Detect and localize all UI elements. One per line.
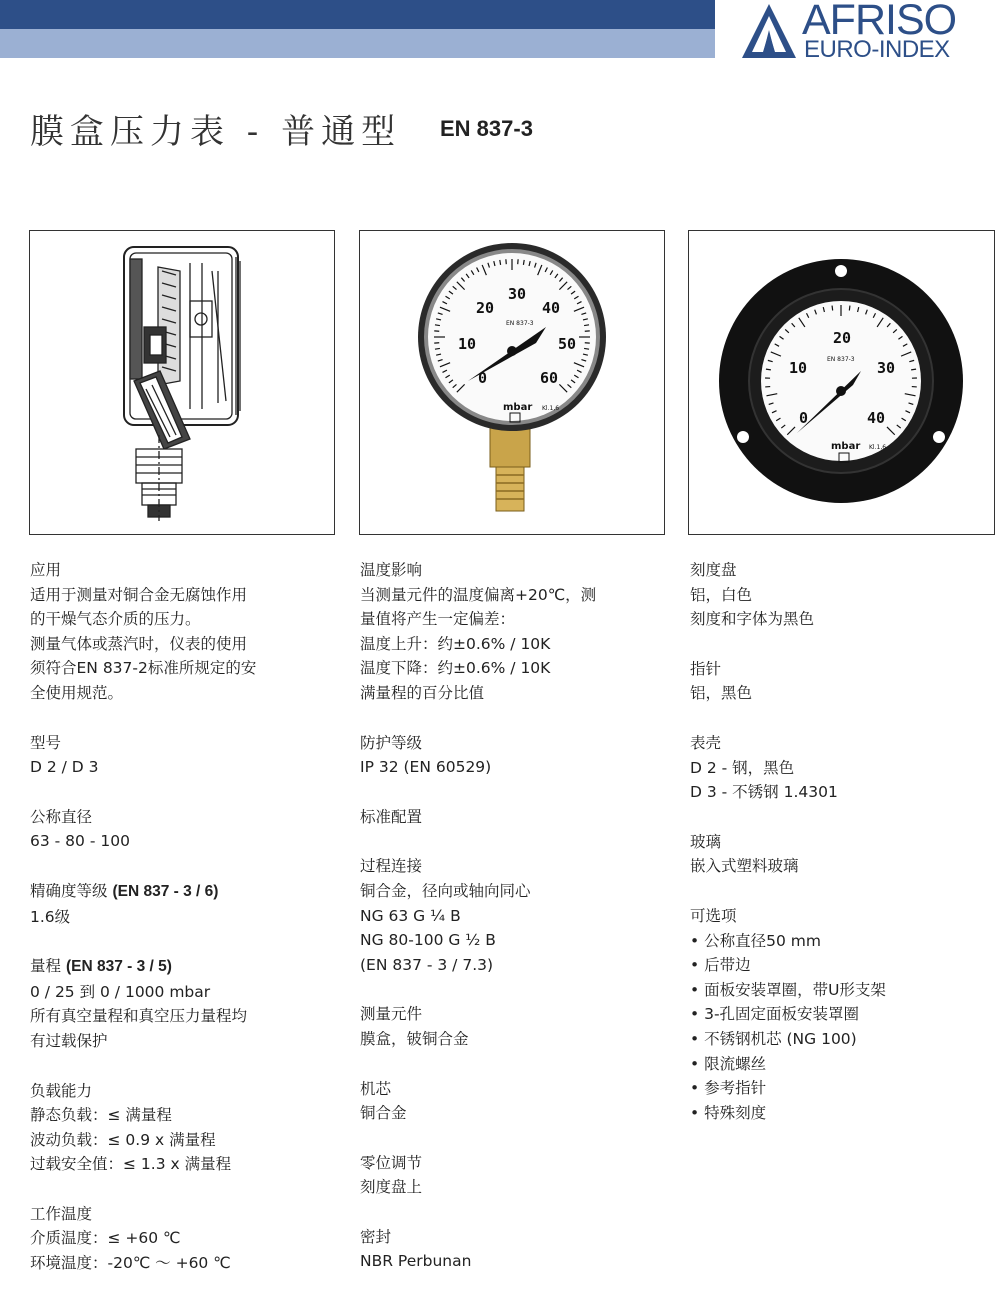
heading-diameter: 公称直径 — [30, 805, 330, 830]
spec-column-3 — [690, 558, 990, 1150]
gauge1-label-50: 50 — [558, 335, 576, 353]
heading-zero: 零位调节 — [360, 1151, 660, 1176]
dial-line: 铝，白色 — [690, 583, 990, 608]
gauge-tick — [849, 306, 850, 311]
heading-movement: 机芯 — [360, 1077, 660, 1102]
temp-line: 介质温度：≤ +60 ℃ — [30, 1226, 330, 1251]
heading-accuracy-row — [30, 879, 330, 905]
section-application — [30, 558, 330, 706]
heading-options: 可选项 — [690, 904, 990, 929]
dial-line: 刻度和字体为黑色 — [690, 607, 990, 632]
section-standard — [360, 805, 660, 830]
gauge-tick — [500, 260, 501, 265]
gauge1-class: Kl.1,6 — [542, 405, 559, 412]
load-line: 过载安全值：≤ 1.3 x 满量程 — [30, 1152, 330, 1177]
case-line: D 2 - 钢，黑色 — [690, 756, 990, 781]
logo-brand-text: AFRISO — [802, 0, 956, 42]
heading-model: 型号 — [30, 731, 330, 756]
gauge2-label-30: 30 — [877, 359, 895, 377]
heading-application: 应用 — [30, 558, 330, 583]
gauge-bottom-connection — [360, 231, 664, 534]
section-dial — [690, 558, 990, 632]
section-temp — [30, 1202, 330, 1276]
heading-connection: 过程连接 — [360, 854, 660, 879]
gauge2-label-20: 20 — [833, 329, 851, 347]
connection-line: (EN 837 - 3 / 7.3) — [360, 953, 660, 978]
diameter-value: 63 - 80 - 100 — [30, 829, 330, 854]
case-line: D 3 - 不锈钢 1.4301 — [690, 780, 990, 805]
section-diameter — [30, 805, 330, 854]
section-pointer — [690, 657, 990, 706]
heading-range: 量程 — [30, 957, 61, 975]
gauge2-unit: mbar — [831, 441, 860, 452]
option-item: • 不锈钢机芯 (NG 100) — [690, 1027, 990, 1052]
gauge1-label-10: 10 — [458, 335, 476, 353]
heading-dial: 刻度盘 — [690, 558, 990, 583]
connection-line: NG 63 G ¼ B — [360, 904, 660, 929]
gauge1-label-0: 0 — [478, 369, 487, 387]
model-value: D 2 / D 3 — [30, 755, 330, 780]
gauge-tick — [435, 325, 440, 326]
cross-section-drawing-frame — [29, 230, 335, 535]
heading-range-std: (EN 837 - 3 / 5) — [66, 958, 172, 975]
pointer-value: 铝，黑色 — [690, 681, 990, 706]
heading-load: 负载能力 — [30, 1079, 330, 1104]
page-title-standard: EN 837-3 — [440, 116, 533, 142]
gauge2-label-10: 10 — [789, 359, 807, 377]
gauge1-label-40: 40 — [542, 299, 560, 317]
section-element — [360, 1002, 660, 1051]
temp-effect-line: 当测量元件的温度偏离+20℃，测 — [360, 583, 660, 608]
spec-column-1 — [30, 558, 330, 1301]
accuracy-value: 1.6级 — [30, 905, 330, 930]
heading-case: 表壳 — [690, 731, 990, 756]
application-line: 须符合EN 837-2标准所规定的安 — [30, 656, 330, 681]
section-case — [690, 731, 990, 805]
gauge-flange-frame — [688, 230, 995, 535]
option-item: • 面板安装罩圈，带U形支架 — [690, 978, 990, 1003]
zero-value: 刻度盘上 — [360, 1175, 660, 1200]
temp-effect-line: 量值将产生一定偏差： — [360, 607, 660, 632]
gauge1-label-60: 60 — [540, 369, 558, 387]
gauge-flange — [689, 231, 994, 534]
section-glass — [690, 830, 990, 879]
heading-seal: 密封 — [360, 1225, 660, 1250]
section-movement — [360, 1077, 660, 1126]
connection-line: NG 80-100 G ½ B — [360, 928, 660, 953]
section-temp-effect — [360, 558, 660, 706]
option-item: • 限流螺丝 — [690, 1052, 990, 1077]
heading-glass: 玻璃 — [690, 830, 990, 855]
gauge1-std-mark: EN 837-3 — [506, 320, 534, 327]
section-load — [30, 1079, 330, 1177]
gauge-bottom-connection-frame — [359, 230, 665, 535]
header-band-dark — [0, 0, 715, 29]
temp-line: 环境温度：-20℃ ～ +60 ℃ — [30, 1251, 330, 1276]
option-item: • 后带边 — [690, 953, 990, 978]
gauge1-unit: mbar — [503, 402, 532, 413]
option-item: • 公称直径50 mm — [690, 929, 990, 954]
gauge-tick — [911, 369, 916, 370]
application-line: 适用于测量对铜合金无腐蚀作用 — [30, 583, 330, 608]
load-line: 静态负载：≤ 满量程 — [30, 1103, 330, 1128]
gauge2-class: Kl.1,6 — [869, 444, 886, 451]
heading-protection: 防护等级 — [360, 731, 660, 756]
gauge-tick — [766, 369, 771, 370]
glass-value: 嵌入式塑料玻璃 — [690, 854, 990, 879]
section-options — [690, 904, 990, 1125]
heading-standard: 标准配置 — [360, 805, 660, 830]
section-seal — [360, 1225, 660, 1274]
gauge2-label-40: 40 — [867, 409, 885, 427]
gauge2-std-mark: EN 837-3 — [827, 356, 855, 363]
movement-value: 铜合金 — [360, 1101, 660, 1126]
heading-range-row — [30, 954, 330, 980]
option-item: • 参考指针 — [690, 1076, 990, 1101]
application-line: 全使用规范。 — [30, 681, 330, 706]
heading-temp-effect: 温度影响 — [360, 558, 660, 583]
spec-column-2 — [360, 558, 660, 1299]
application-line: 的干燥气态介质的压力。 — [30, 607, 330, 632]
gauge-tick — [584, 348, 589, 349]
temp-effect-line: 温度上升：约±0.6% / 10K — [360, 632, 660, 657]
triangle-logo-icon — [740, 2, 798, 60]
section-model — [30, 731, 330, 780]
load-line: 波动负载：≤ 0.9 x 满量程 — [30, 1128, 330, 1153]
afriso-logo — [740, 2, 996, 60]
gauge-tick — [584, 325, 589, 326]
section-protection — [360, 731, 660, 780]
section-connection — [360, 854, 660, 977]
temp-effect-line: 满量程的百分比值 — [360, 681, 660, 706]
page-title: 膜盒压力表 - 普通型 — [30, 104, 401, 153]
temp-effect-line: 温度下降：约±0.6% / 10K — [360, 656, 660, 681]
heading-accuracy: 精确度等级 — [30, 882, 108, 900]
gauge-tick — [523, 260, 524, 265]
logo-sub-text: EURO-INDEX — [804, 38, 950, 62]
section-range — [30, 954, 330, 1053]
range-line: 0 / 25 到 0 / 1000 mbar — [30, 980, 330, 1005]
header-band-light — [0, 29, 715, 58]
heading-temp: 工作温度 — [30, 1202, 330, 1227]
gauge-tick — [435, 348, 440, 349]
gauge1-label-30: 30 — [508, 285, 526, 303]
application-line: 测量气体或蒸汽时，仪表的使用 — [30, 632, 330, 657]
element-value: 膜盒，铍铜合金 — [360, 1027, 660, 1052]
option-item: • 3-孔固定面板安装罩圈 — [690, 1002, 990, 1027]
heading-element: 测量元件 — [360, 1002, 660, 1027]
gauge2-label-0: 0 — [799, 409, 808, 427]
cross-section-drawing — [30, 231, 334, 534]
seal-value: NBR Perbunan — [360, 1249, 660, 1274]
gauge1-label-20: 20 — [476, 299, 494, 317]
section-zero — [360, 1151, 660, 1200]
range-line: 有过载保护 — [30, 1029, 330, 1054]
protection-value: IP 32 (EN 60529) — [360, 755, 660, 780]
range-line: 所有真空量程和真空压力量程均 — [30, 1004, 330, 1029]
section-accuracy — [30, 879, 330, 929]
heading-accuracy-std: (EN 837 - 3 / 6) — [112, 883, 218, 900]
gauge-tick — [832, 306, 833, 311]
connection-line: 铜合金，径向或轴向同心 — [360, 879, 660, 904]
heading-pointer: 指针 — [690, 657, 990, 682]
option-item: • 特殊刻度 — [690, 1101, 990, 1126]
